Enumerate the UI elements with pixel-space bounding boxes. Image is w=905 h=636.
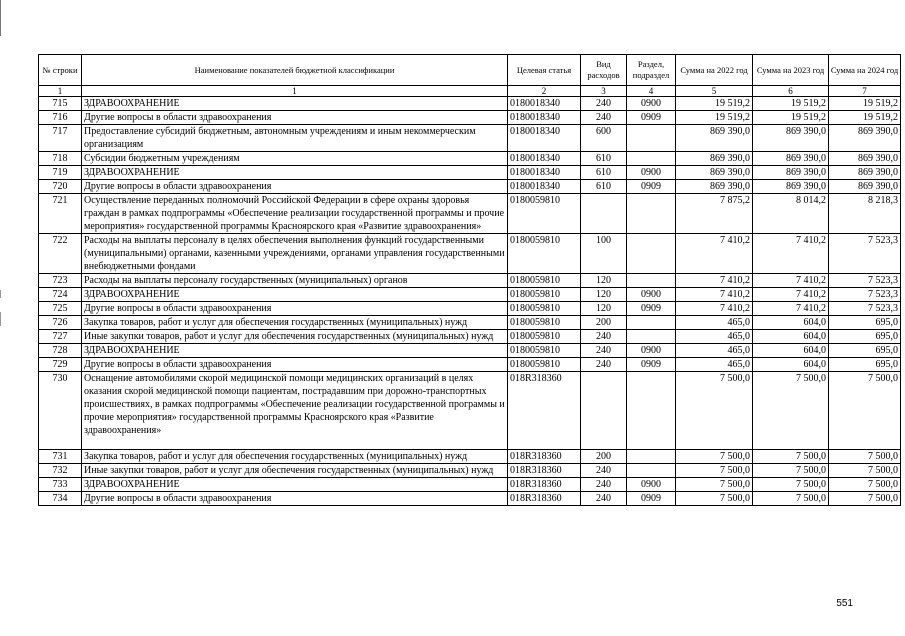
sum-2022-cell: 465,0 [676, 330, 753, 344]
expense-type-cell: 610 [581, 166, 627, 180]
sum-2023-cell: 604,0 [753, 358, 829, 372]
column-number: 1 [82, 86, 508, 97]
row-number-cell: 725 [39, 302, 82, 316]
table-row [39, 288, 901, 302]
sum-2023-cell: 7 500,0 [753, 492, 829, 506]
sum-2022-cell: 869 390,0 [676, 152, 753, 166]
row-number-cell: 718 [39, 152, 82, 166]
section-cell: 0900 [627, 344, 676, 358]
table-row [39, 372, 901, 450]
sum-2022-cell: 869 390,0 [676, 125, 753, 152]
margin-mark [0, 290, 1, 298]
expense-type-cell: 240 [581, 111, 627, 125]
header-target-article: Целевая статья [508, 55, 581, 86]
section-cell: 0909 [627, 111, 676, 125]
indicator-name-cell: Другие вопросы в области здравоохранения [82, 180, 508, 194]
table-row [39, 316, 901, 330]
sum-2023-cell: 7 500,0 [753, 450, 829, 464]
sum-2022-cell: 19 519,2 [676, 111, 753, 125]
column-number: 7 [829, 86, 901, 97]
expense-type-cell: 200 [581, 316, 627, 330]
row-number-cell: 728 [39, 344, 82, 358]
table-row [39, 450, 901, 464]
expense-type-cell: 240 [581, 330, 627, 344]
sum-2023-cell: 8 014,2 [753, 194, 829, 234]
header-sum-2023: Сумма на 2023 год [753, 55, 829, 86]
row-number-cell: 727 [39, 330, 82, 344]
table-row [39, 344, 901, 358]
expense-type-cell: 120 [581, 274, 627, 288]
sum-2024-cell: 8 218,3 [829, 194, 901, 234]
sum-2023-cell: 7 410,2 [753, 302, 829, 316]
target-article-cell: 018R318360 [508, 450, 581, 464]
row-number-cell: 722 [39, 234, 82, 274]
sum-2022-cell: 7 410,2 [676, 234, 753, 274]
header-indicator-name: Наименование показателей бюджетной классификации [82, 55, 508, 86]
table-row [39, 234, 901, 274]
sum-2024-cell: 7 500,0 [829, 450, 901, 464]
sum-2022-cell: 7 500,0 [676, 492, 753, 506]
row-number-cell: 733 [39, 478, 82, 492]
sum-2022-cell: 7 410,2 [676, 274, 753, 288]
sum-2022-cell: 465,0 [676, 316, 753, 330]
target-article-cell: 0180018340 [508, 166, 581, 180]
expense-type-cell: 610 [581, 152, 627, 166]
sum-2022-cell: 869 390,0 [676, 180, 753, 194]
indicator-name-cell: Другие вопросы в области здравоохранения [82, 492, 508, 506]
target-article-cell: 0180059810 [508, 302, 581, 316]
indicator-name-cell: Другие вопросы в области здравоохранения [82, 302, 508, 316]
section-cell [627, 316, 676, 330]
sum-2022-cell: 869 390,0 [676, 166, 753, 180]
expense-type-cell: 240 [581, 478, 627, 492]
table-header [39, 55, 901, 86]
sum-2024-cell: 695,0 [829, 344, 901, 358]
table-row [39, 330, 901, 344]
target-article-cell: 018R318360 [508, 464, 581, 478]
indicator-name-cell: ЗДРАВООХРАНЕНИЕ [82, 288, 508, 302]
column-number: 2 [508, 86, 581, 97]
indicator-name-cell: Другие вопросы в области здравоохранения [82, 111, 508, 125]
section-cell: 0909 [627, 302, 676, 316]
section-cell: 0909 [627, 180, 676, 194]
sum-2022-cell: 7 875,2 [676, 194, 753, 234]
section-cell: 0900 [627, 166, 676, 180]
sum-2024-cell: 7 523,3 [829, 234, 901, 274]
page-number: 551 [836, 598, 853, 609]
table-row [39, 180, 901, 194]
column-number: 6 [753, 86, 829, 97]
expense-type-cell: 240 [581, 492, 627, 506]
table-row [39, 478, 901, 492]
target-article-cell: 0180059810 [508, 288, 581, 302]
table-row [39, 111, 901, 125]
header-sum-2022: Сумма на 2022 год [676, 55, 753, 86]
section-cell: 0900 [627, 288, 676, 302]
expense-type-cell: 600 [581, 125, 627, 152]
sum-2023-cell: 604,0 [753, 316, 829, 330]
row-number-cell: 734 [39, 492, 82, 506]
column-number: 4 [627, 86, 676, 97]
table-body [39, 86, 901, 506]
row-number-cell: 729 [39, 358, 82, 372]
budget-table [38, 54, 901, 506]
row-number-cell: 719 [39, 166, 82, 180]
section-cell [627, 330, 676, 344]
sum-2024-cell: 695,0 [829, 316, 901, 330]
sum-2024-cell: 7 523,3 [829, 274, 901, 288]
sum-2023-cell: 869 390,0 [753, 180, 829, 194]
target-article-cell: 0180059810 [508, 330, 581, 344]
page-edge-line [0, 0, 1, 36]
sum-2023-cell: 7 500,0 [753, 478, 829, 492]
header-section: Раздел, подраздел [627, 55, 676, 86]
section-cell: 0900 [627, 478, 676, 492]
sum-2022-cell: 7 500,0 [676, 478, 753, 492]
indicator-name-cell: Другие вопросы в области здравоохранения [82, 358, 508, 372]
table-row [39, 97, 901, 111]
table-row [39, 166, 901, 180]
section-cell [627, 234, 676, 274]
section-cell: 0909 [627, 492, 676, 506]
target-article-cell: 018R318360 [508, 492, 581, 506]
target-article-cell: 0180059810 [508, 274, 581, 288]
target-article-cell: 0180059810 [508, 194, 581, 234]
row-number-cell: 716 [39, 111, 82, 125]
sum-2024-cell: 7 500,0 [829, 464, 901, 478]
sum-2023-cell: 869 390,0 [753, 125, 829, 152]
margin-mark [0, 312, 1, 326]
expense-type-cell: 240 [581, 97, 627, 111]
sum-2023-cell: 19 519,2 [753, 97, 829, 111]
sum-2024-cell: 869 390,0 [829, 125, 901, 152]
indicator-name-cell: Иные закупки товаров, работ и услуг для обеспечения государственных (муниципальных) нужд [82, 330, 508, 344]
expense-type-cell: 200 [581, 450, 627, 464]
row-number-cell: 721 [39, 194, 82, 234]
expense-type-cell: 240 [581, 358, 627, 372]
sum-2024-cell: 869 390,0 [829, 166, 901, 180]
indicator-name-cell: ЗДРАВООХРАНЕНИЕ [82, 166, 508, 180]
target-article-cell: 0180018340 [508, 97, 581, 111]
sum-2024-cell: 695,0 [829, 358, 901, 372]
sum-2024-cell: 19 519,2 [829, 97, 901, 111]
indicator-name-cell: Расходы на выплаты персоналу в целях обеспечения выполнения функций государственными (муниципальными) органами, казенными учреждениями, органами управления государственными внебюджетными фондами [82, 234, 508, 274]
expense-type-cell: 120 [581, 302, 627, 316]
sum-2024-cell: 7 500,0 [829, 372, 901, 450]
expense-type-cell: 240 [581, 344, 627, 358]
sum-2024-cell: 19 519,2 [829, 111, 901, 125]
column-number: 3 [581, 86, 627, 97]
sum-2024-cell: 7 500,0 [829, 492, 901, 506]
sum-2024-cell: 869 390,0 [829, 152, 901, 166]
indicator-name-cell: Закупка товаров, работ и услуг для обеспечения государственных (муниципальных) нужд [82, 450, 508, 464]
sum-2022-cell: 7 500,0 [676, 450, 753, 464]
target-article-cell: 0180059810 [508, 358, 581, 372]
target-article-cell: 018R318360 [508, 372, 581, 450]
indicator-name-cell: ЗДРАВООХРАНЕНИЕ [82, 478, 508, 492]
target-article-cell: 0180018340 [508, 180, 581, 194]
section-cell [627, 125, 676, 152]
row-number-cell: 715 [39, 97, 82, 111]
row-number-cell: 723 [39, 274, 82, 288]
sum-2022-cell: 7 500,0 [676, 464, 753, 478]
table-row [39, 125, 901, 152]
indicator-name-cell: Субсидии бюджетным учреждениям [82, 152, 508, 166]
indicator-name-cell: Осуществление переданных полномочий Российской Федерации в сфере охраны здоровья граждан в рамках подпрограммы «Обеспечение реализации государственной программы и прочие мероприятия» государственной программы Красноярского края «Развитие здравоохранения» [82, 194, 508, 234]
table-row [39, 274, 901, 288]
sum-2023-cell: 7 410,2 [753, 234, 829, 274]
sum-2022-cell: 7 410,2 [676, 302, 753, 316]
sum-2024-cell: 7 523,3 [829, 302, 901, 316]
table-row [39, 302, 901, 316]
expense-type-cell [581, 372, 627, 450]
row-number-cell: 732 [39, 464, 82, 478]
indicator-name-cell: Предоставление субсидий бюджетным, автономным учреждениям и иным некоммерческим организациям [82, 125, 508, 152]
expense-type-cell: 240 [581, 464, 627, 478]
table-row [39, 152, 901, 166]
section-cell: 0900 [627, 97, 676, 111]
sum-2024-cell: 7 500,0 [829, 478, 901, 492]
indicator-name-cell: Иные закупки товаров, работ и услуг для обеспечения государственных (муниципальных) нужд [82, 464, 508, 478]
row-number-cell: 731 [39, 450, 82, 464]
sum-2023-cell: 7 500,0 [753, 464, 829, 478]
row-number-cell: 730 [39, 372, 82, 450]
section-cell [627, 450, 676, 464]
row-number-cell: 724 [39, 288, 82, 302]
table-row [39, 358, 901, 372]
section-cell: 0909 [627, 358, 676, 372]
section-cell [627, 194, 676, 234]
column-number-row [39, 86, 901, 97]
indicator-name-cell: Оснащение автомобилями скорой медицинской помощи медицинских организаций в целях оказания скорой медицинской помощи пациентам, пострадавшим при дорожно-транспортных происшествиях, в рамках подпрограммы «Обеспечение реализации государственной программы и прочие мероприятия» государственной программы Красноярского края «Развитие здравоохранения» [82, 372, 508, 450]
column-number: 1 [39, 86, 82, 97]
expense-type-cell [581, 194, 627, 234]
indicator-name-cell: Расходы на выплаты персоналу государственных (муниципальных) органов [82, 274, 508, 288]
sum-2022-cell: 7 410,2 [676, 288, 753, 302]
sum-2022-cell: 465,0 [676, 358, 753, 372]
sum-2024-cell: 869 390,0 [829, 180, 901, 194]
section-cell [627, 274, 676, 288]
header-expense-type: Вид расходов [581, 55, 627, 86]
sum-2023-cell: 869 390,0 [753, 166, 829, 180]
section-cell [627, 152, 676, 166]
sum-2024-cell: 7 523,3 [829, 288, 901, 302]
sum-2023-cell: 19 519,2 [753, 111, 829, 125]
sum-2023-cell: 7 500,0 [753, 372, 829, 450]
sum-2023-cell: 604,0 [753, 344, 829, 358]
target-article-cell: 0180059810 [508, 234, 581, 274]
expense-type-cell: 120 [581, 288, 627, 302]
row-number-cell: 720 [39, 180, 82, 194]
target-article-cell: 0180059810 [508, 316, 581, 330]
header-sum-2024: Сумма на 2024 год [829, 55, 901, 86]
sum-2023-cell: 604,0 [753, 330, 829, 344]
sum-2023-cell: 7 410,2 [753, 288, 829, 302]
expense-type-cell: 100 [581, 234, 627, 274]
target-article-cell: 0180018340 [508, 152, 581, 166]
indicator-name-cell: ЗДРАВООХРАНЕНИЕ [82, 344, 508, 358]
sum-2024-cell: 695,0 [829, 330, 901, 344]
column-number: 5 [676, 86, 753, 97]
section-cell [627, 372, 676, 450]
header-row-number: № строки [39, 55, 82, 86]
section-cell [627, 464, 676, 478]
target-article-cell: 0180018340 [508, 125, 581, 152]
row-number-cell: 717 [39, 125, 82, 152]
sum-2022-cell: 7 500,0 [676, 372, 753, 450]
sum-2023-cell: 869 390,0 [753, 152, 829, 166]
target-article-cell: 018R318360 [508, 478, 581, 492]
indicator-name-cell: ЗДРАВООХРАНЕНИЕ [82, 97, 508, 111]
target-article-cell: 0180018340 [508, 111, 581, 125]
sum-2022-cell: 465,0 [676, 344, 753, 358]
row-number-cell: 726 [39, 316, 82, 330]
indicator-name-cell: Закупка товаров, работ и услуг для обеспечения государственных (муниципальных) нужд [82, 316, 508, 330]
sum-2022-cell: 19 519,2 [676, 97, 753, 111]
table-row [39, 464, 901, 478]
table-row [39, 194, 901, 234]
expense-type-cell: 610 [581, 180, 627, 194]
target-article-cell: 0180059810 [508, 344, 581, 358]
sum-2023-cell: 7 410,2 [753, 274, 829, 288]
table-row [39, 492, 901, 506]
